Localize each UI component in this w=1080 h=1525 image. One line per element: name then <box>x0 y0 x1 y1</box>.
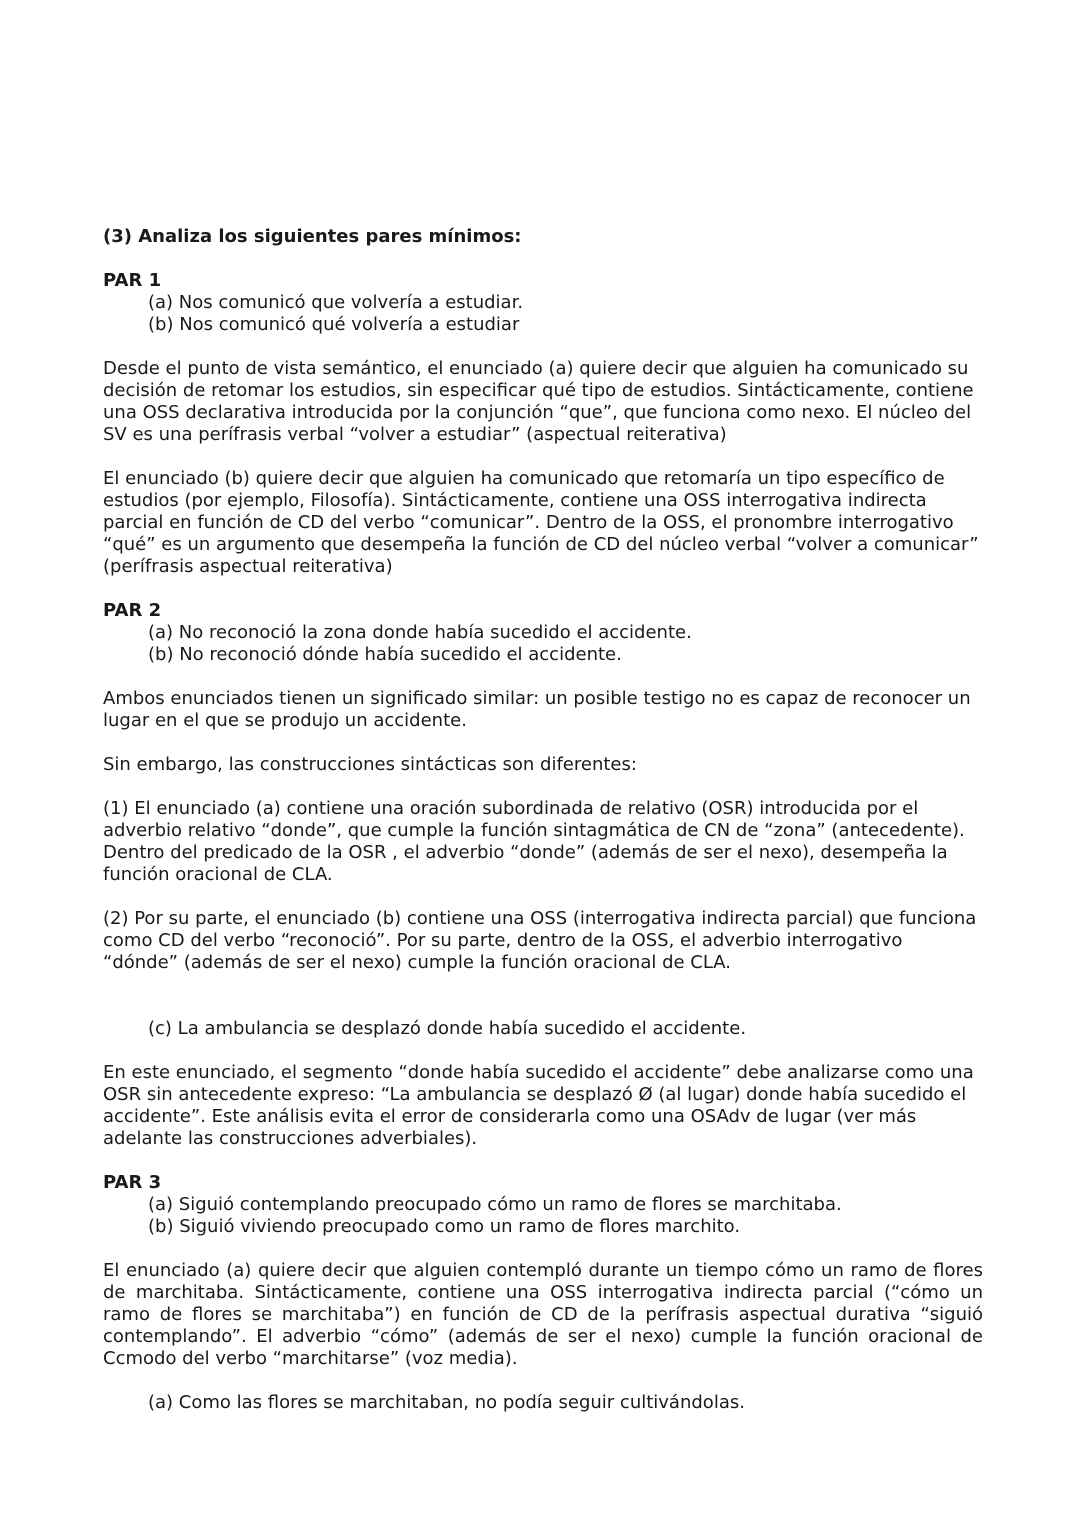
par-1-example-a: (a) Nos comunicó que volvería a estudiar. <box>148 292 524 313</box>
par-2-paragraph-1: Ambos enunciados tienen un significado similar: un posible testigo no es capaz de reconocer un lugar en el que se produjo un accidente. <box>103 688 971 731</box>
par-2-paragraph-4: (2) Por su parte, el enunciado (b) contiene una OSS (interrogativa indirecta parcial) que funciona como CD del verbo “reconoció”. Por su parte, dentro de la OSS, el adverbio interrogativo “dónde” (además de ser el nexo) cumple la función oracional de CLA. <box>103 908 977 973</box>
par-2-title: PAR 2 <box>103 600 162 621</box>
section-heading: (3) Analiza los siguientes pares mínimos: <box>103 226 522 247</box>
par-2-paragraph-3: (1) El enunciado (a) contiene una oración subordinada de relativo (OSR) introducida por el adverbio relativo “donde”, que cumple la función sintagmática de CN de “zona” (antecedente). Dentro del predicado de la OSR , el adverbio “donde” (además de ser el nexo), desempeña la función oracional de CLA. <box>103 798 965 885</box>
par-2-example-a: (a) No reconoció la zona donde había sucedido el accidente. <box>148 622 692 643</box>
par-3-example-b: (b) Siguió viviendo preocupado como un ramo de flores marchito. <box>148 1216 741 1237</box>
par-3-example-last: (a) Como las flores se marchitaban, no podía seguir cultivándolas. <box>148 1392 745 1413</box>
par-2-paragraph-c: En este enunciado, el segmento “donde había sucedido el accidente” debe analizarse como una OSR sin antecedente expreso: “La ambulancia se desplazó Ø (al lugar) donde había sucedido el accidente”. Este análisis evita el error de considerarla como una OSAdv de lugar (ver más adelante las construcciones adverbiales). <box>103 1062 974 1149</box>
par-1-paragraph-2: El enunciado (b) quiere decir que alguien ha comunicado que retomaría un tipo específico de estudios (por ejemplo, Filosofía). Sintácticamente, contiene una OSS interrogativa indirecta parcial en función de CD del verbo “comunicar”. Dentro de la OSS, el pronombre interrogativo “qué” es un argumento que desempeña la función de CD del núcleo verbal “volver a comunicar” (perífrasis aspectual reiterativa) <box>103 468 979 577</box>
par-3-paragraph: El enunciado (a) quiere decir que alguien contempló durante un tiempo cómo un ramo de flores de marchitaba. Sintácticamente, contiene una OSS interrogativa indirecta parcial (“cómo un ramo de flores se marchitaba”) en función de CD de la perífrasis aspectual durativa “siguió contemplando”. El adverbio “cómo” (además de ser el nexo) cumple la función oracional de Ccmodo del verbo “marchitarse” (voz media). <box>103 1260 983 1369</box>
par-1-title: PAR 1 <box>103 270 162 291</box>
par-3-title: PAR 3 <box>103 1172 162 1193</box>
document-page <box>103 226 983 1414</box>
par-2-example-c: (c) La ambulancia se desplazó donde había sucedido el accidente. <box>148 1018 747 1039</box>
par-3-example-a: (a) Siguió contemplando preocupado cómo un ramo de flores se marchitaba. <box>148 1194 842 1215</box>
par-2-paragraph-2: Sin embargo, las construcciones sintácticas son diferentes: <box>103 754 637 775</box>
par-2-example-b: (b) No reconoció dónde había sucedido el accidente. <box>148 644 622 665</box>
par-1-paragraph-1: Desde el punto de vista semántico, el enunciado (a) quiere decir que alguien ha comunicado su decisión de retomar los estudios, sin especificar qué tipo de estudios. Sintácticamente, contiene una OSS declarativa introducida por la conjunción “que”, que funciona como nexo. El núcleo del SV es una perífrasis verbal “volver a estudiar” (aspectual reiterativa) <box>103 358 974 445</box>
par-1-example-b: (b) Nos comunicó qué volvería a estudiar <box>148 314 520 335</box>
